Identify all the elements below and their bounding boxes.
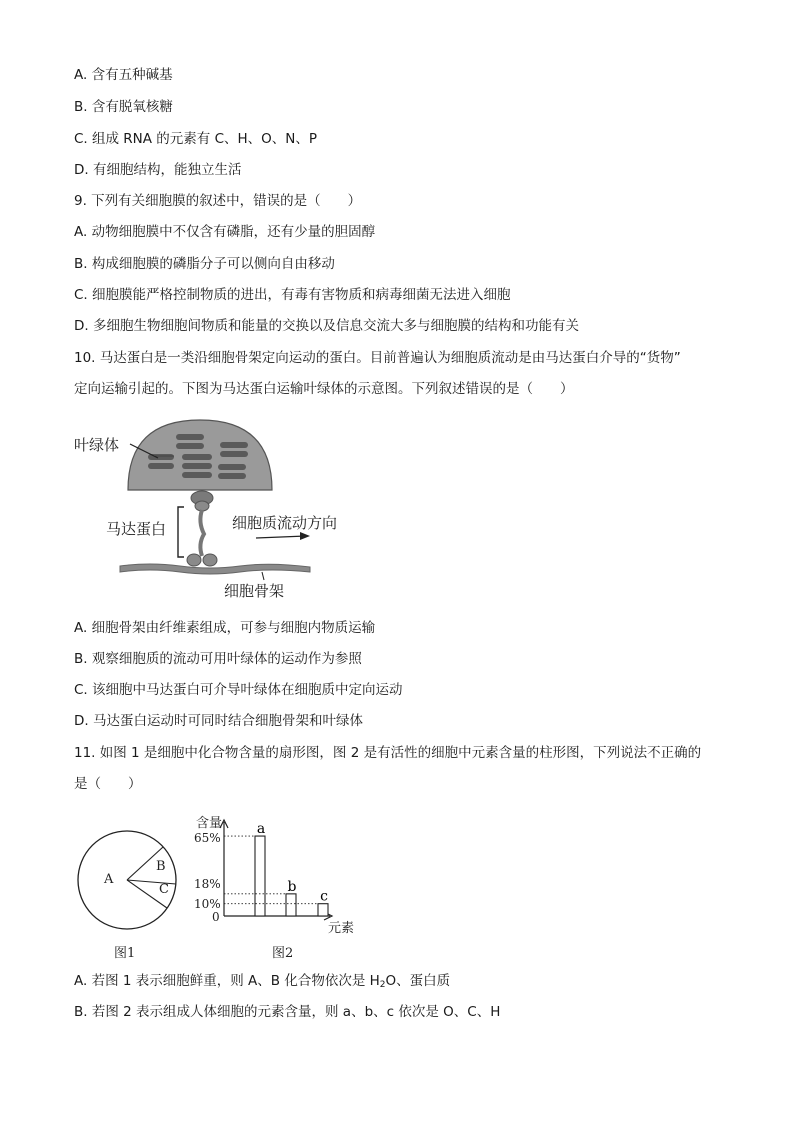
q8-option-d: D. 有细胞结构，能独立生活 xyxy=(74,162,242,178)
q9-option-d: D. 多细胞生物细胞间物质和能量的交换以及信息交流大多与细胞膜的结构和功能有关 xyxy=(74,318,579,334)
q10-option-b: B. 观察细胞质的流动可用叶绿体的运动作为参照 xyxy=(74,651,362,667)
flow-arrow xyxy=(256,536,306,538)
q9-option-b: B. 构成细胞膜的磷脂分子可以侧向自由移动 xyxy=(74,256,335,272)
q10-stem-line1: 10. 马达蛋白是一类沿细胞骨架定向运动的蛋白。目前普遍认为细胞质流动是由马达蛋白介导的“货物” xyxy=(74,350,681,366)
bar-b xyxy=(286,894,296,916)
label-motor-protein: 马达蛋白 xyxy=(106,520,167,538)
label-chloroplast: 叶绿体 xyxy=(74,436,120,454)
q10-stem-line2: 定向运输引起的。下图为马达蛋白运输叶绿体的示意图。下列叙述错误的是（ ） xyxy=(74,381,574,397)
q11-option-b: B. 若图 2 表示组成人体细胞的元素含量，则 a、b、c 依次是 O、C、H xyxy=(74,1004,501,1020)
tick-0: 0 xyxy=(212,910,220,924)
pie-chart xyxy=(70,822,190,932)
q8-option-b: B. 含有脱氧核糖 xyxy=(74,99,173,115)
q8-option-c: C. 组成 RNA 的元素有 C、H、O、N、P xyxy=(74,131,318,147)
q11-stem-line2: 是（ ） xyxy=(74,776,142,792)
pie-slice-a-label: A xyxy=(104,872,114,887)
pie-slice-c-label: C xyxy=(159,882,169,897)
bar-label-c: c xyxy=(320,888,328,905)
motor-bracket xyxy=(178,507,184,557)
tick-18: 18% xyxy=(194,877,221,891)
q8-option-a: A. 含有五种碱基 xyxy=(74,67,173,83)
q11-option-a: A. 若图 1 表示细胞鲜重，则 A、B 化合物依次是 $H_2O$、蛋白质 xyxy=(74,973,451,990)
tick-65: 65% xyxy=(194,831,221,845)
bar-label-a: a xyxy=(256,821,266,838)
q10-option-c: C. 该细胞中马达蛋白可介导叶绿体在细胞质中定向运动 xyxy=(74,682,403,698)
q9-option-a: A. 动物细胞膜中不仅含有磷脂，还有少量的胆固醇 xyxy=(74,224,376,240)
label-cytoskeleton: 细胞骨架 xyxy=(224,582,285,600)
y-axis-label: 含量 xyxy=(196,816,223,831)
q10-option-d: D. 马达蛋白运动时可同时结合细胞骨架和叶绿体 xyxy=(74,713,363,729)
q11-stem-line1: 11. 如图 1 是细胞中化合物含量的扇形图，图 2 是有活性的细胞中元素含量的柱形图，下列说法不正确的 xyxy=(74,745,702,761)
tick-10: 10% xyxy=(194,897,221,911)
figure1-pie xyxy=(70,822,190,962)
motor-stalk xyxy=(200,510,204,556)
motor-protein-figure xyxy=(70,412,360,602)
bar-c xyxy=(318,904,328,916)
cytoskeleton-filament xyxy=(120,564,310,574)
q10-option-a: A. 细胞骨架由纤维素组成，可参与细胞内物质运输 xyxy=(74,620,376,636)
figure2-caption: 图2 xyxy=(272,946,294,961)
label-flow-direction: 细胞质流动方向 xyxy=(232,514,338,532)
figure1-caption: 图1 xyxy=(114,946,136,961)
pie-slice-b-label: B xyxy=(156,859,166,874)
x-axis-label: 元素 xyxy=(328,921,355,936)
q9-stem: 9. 下列有关细胞膜的叙述中，错误的是（ ） xyxy=(74,193,362,209)
figure2-bar-chart xyxy=(188,812,368,962)
q9-option-c: C. 细胞膜能严格控制物质的进出，有毒有害物质和病毒细菌无法进入细胞 xyxy=(74,287,511,303)
bar-label-b: b xyxy=(287,878,297,895)
